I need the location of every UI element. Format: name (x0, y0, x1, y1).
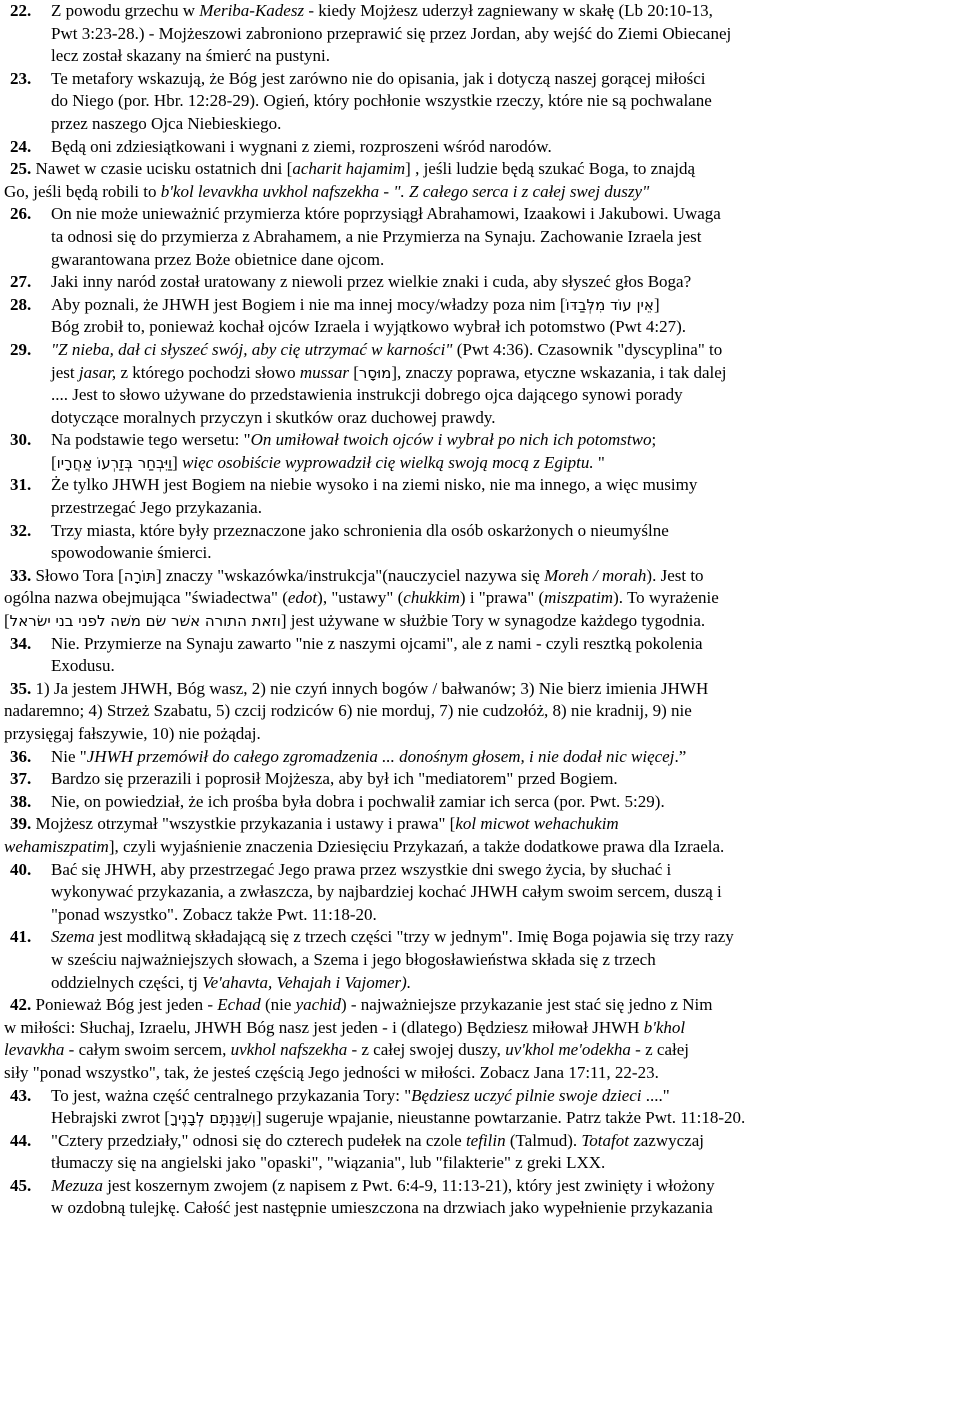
text-segment: gwarantowana przez Boże obietnice dane ojcom. (51, 249, 385, 269)
text-line (51, 249, 952, 272)
text-line (51, 362, 952, 385)
text-segment: Exodusu. (51, 656, 115, 676)
text-line (51, 23, 952, 46)
text-segment: Bóg zrobił to, ponieważ kochał ojców Izraela i wyjątkowo wybrał ich potomstwo (Pwt 4:27). (51, 317, 686, 337)
italic-text: tefilin (465, 1130, 506, 1150)
text-segment: Nie " (51, 746, 87, 766)
italic-text: jasar, (78, 362, 117, 382)
hebrew-text: תּוֹרָה (123, 566, 156, 585)
text-line (51, 1130, 952, 1153)
text-segment: Nie, on powiedział, że ich prośba była dobra i pochwalił zamiar ich serca (por. Pwt. 5:29). (51, 791, 665, 811)
italic-text: chukkim (403, 588, 460, 608)
text-line (36, 814, 619, 833)
text-segment: ] , jeśli ludzie będą szukać Boga, to znajdą (405, 159, 696, 179)
text-segment: Bardzo się przerazili i poprosił Mojżesza, aby był ich "mediatorem" przed Bogiem. (51, 769, 618, 789)
footnote-28 (4, 294, 952, 339)
footnote-40 (4, 859, 952, 927)
italic-text: więc osobiście wyprowadził cię wielką swoją mocą z Egiptu. (182, 452, 594, 472)
text-segment: On nie może unieważnić przymierza które poprzysiągł Abrahamowi, Izaakowi i Jakubowi. Uwaga (51, 204, 721, 224)
text-line (51, 45, 952, 68)
text-line (36, 159, 696, 178)
footnote-number: 27. (10, 272, 32, 292)
text-segment: ta odnosi się do przymierza z Abrahamem, a nie Przymierza na Synaju. Zachowanie Izraela jest (51, 226, 702, 246)
footnote-number: 25. (10, 159, 32, 179)
hebrew-text: וַיִּבְחַר בְּזַרְעוֹ אַחֲרָיו (56, 453, 173, 472)
text-segment: Pwt 3:23-28.) - Mojżeszowi zabroniono przeprawić się przez Jordan, aby wejść do Ziemi Obiecanej (51, 23, 732, 43)
text-segment: Aby poznali, że JHWH jest Bogiem i nie ma innej mocy/władzy poza nim [ (51, 294, 566, 314)
text-line (51, 90, 952, 113)
text-segment: jest modlitwą składającą się z trzech części "trzy w jednym". Imię Boga pojawia się trzy razy (94, 927, 734, 947)
italic-text: levavkha - (4, 1040, 75, 1060)
text-segment: ...." (641, 1085, 670, 1105)
footnote-number: 42. (10, 995, 32, 1015)
text-segment: .... Jest to słowo używane do przedstawienia instrukcji dobrego ojca dającego synowi porady (51, 385, 683, 405)
text-segment: "ponad wszystko". Zobacz także Pwt. 11:18-20. (51, 904, 377, 924)
text-segment: z którego pochodzi słowo (116, 362, 300, 382)
text-line (51, 68, 952, 91)
hebrew-text: אֵין עוֹד מִלְּבַדּוֹ (565, 295, 654, 314)
text-segment: - z całej swojej duszy, (347, 1040, 506, 1060)
text-line (51, 1197, 952, 1220)
text-segment: ], znaczy poprawa, etyczne wskazania, i tak dalej (391, 362, 727, 382)
italic-text: Z całego serca i z całej swej duszy" (408, 181, 650, 201)
text-segment: ] (653, 294, 660, 314)
footnote-29 (4, 339, 952, 429)
footnote-number: 38. (10, 791, 32, 811)
text-segment: ogólna nazwa obejmująca "świadectwa" ( (4, 588, 288, 608)
footnote-44 (4, 1130, 952, 1175)
footnote-33 (4, 565, 952, 633)
footnote-38 (4, 791, 952, 814)
text-segment: Te metafory wskazują, że Bóg jest zarówno nie do opisania, jak i dotyczą naszej gorącej miłości (51, 68, 706, 88)
text-segment: (Talmud). (505, 1130, 582, 1150)
footnote-number: 36. (10, 746, 32, 766)
text-segment: [ (348, 362, 359, 382)
text-line (51, 746, 952, 769)
text-segment: Że tylko JHWH jest Bogiem na niebie wysoko i na ziemi nisko, nie ma innego, a więc musimy (51, 475, 698, 495)
text-segment: tłumaczy się na angielski jako "opaski", "wiązania", lub "filakterie" z greki LXX. (51, 1153, 606, 1173)
text-segment: "Cztery przedziały," odnosi się do czterech pudełek na czole (51, 1130, 466, 1150)
footnote-45 (4, 1175, 952, 1220)
text-line (51, 926, 952, 949)
text-line (51, 859, 952, 882)
text-line (51, 203, 952, 226)
italic-text: mussar (299, 362, 349, 382)
italic-text: Mezuza (51, 1175, 103, 1195)
footnote-number: 44. (10, 1130, 32, 1150)
text-line (51, 1107, 952, 1130)
italic-text: JHWH przemówił do całego zgromadzenia ... donośnym głosem, i nie dodał nic więcej (86, 746, 675, 766)
text-line (51, 520, 952, 543)
text-segment: Ponieważ Bóg jest jeden - (35, 995, 218, 1015)
text-segment: oddzielnych części, tj (51, 972, 203, 992)
text-line (4, 1062, 952, 1085)
footnote-number: 34. (10, 633, 32, 653)
footnote-number: 31. (10, 475, 32, 495)
text-segment: (Pwt 4:36). Czasownik "dyscyplina" to (452, 339, 723, 359)
footnote-42 (4, 994, 952, 1084)
text-segment: Będą oni zdziesiątkowani i wygnani z ziemi, rozproszeni wśród narodów. (51, 136, 552, 156)
text-segment: [ (51, 452, 57, 472)
text-segment: przestrzegać Jego przykazania. (51, 498, 262, 518)
italic-text: On umiłował twoich ojców i wybrał po nich ich potomstwo (250, 430, 652, 450)
footnote-number: 24. (10, 136, 32, 156)
footnote-26 (4, 203, 952, 271)
text-segment: .” (674, 746, 687, 766)
text-line (4, 1039, 952, 1062)
footnote-number: 37. (10, 769, 32, 789)
text-segment: lecz został skazany na śmierć na pustyni. (51, 46, 330, 66)
footnote-number: 26. (10, 204, 32, 224)
text-segment: Go, jeśli będą robili to (4, 181, 161, 201)
text-segment: w ozdobną tulejkę. Całość jest następnie umieszczona na drzwiach jako wypełnienie przykazania (51, 1198, 713, 1218)
text-segment: Hebrajski zwrot [ (51, 1108, 170, 1128)
text-line (51, 768, 952, 791)
text-segment: Trzy miasta, które były przeznaczone jako schronienia dla osób oskarżonych o nieumyślne (51, 520, 669, 540)
text-segment: ] (172, 452, 183, 472)
text-line (36, 566, 704, 585)
text-line (51, 294, 952, 317)
footnote-24 (4, 136, 952, 159)
footnote-34 (4, 633, 952, 678)
footnote-number: 28. (10, 294, 32, 314)
footnote-number: 35. (10, 678, 32, 698)
italic-text: Totafot (581, 1130, 629, 1150)
text-segment: Na podstawie tego wersetu: " (51, 430, 251, 450)
footnote-number: 40. (10, 859, 32, 879)
footnote-number: 39. (10, 814, 32, 834)
footnote-41 (4, 926, 952, 994)
footnote-number: 43. (10, 1085, 32, 1105)
text-line (51, 474, 952, 497)
footnote-31 (4, 474, 952, 519)
text-segment: ) - najważniejsze przykazanie jest stać się jedno z Nim (340, 995, 713, 1015)
text-segment: [ (4, 611, 10, 631)
text-line (51, 271, 952, 294)
text-segment: ; (651, 430, 657, 450)
text-line (51, 542, 952, 565)
text-line (51, 429, 952, 452)
italic-text: b'khol (643, 1017, 686, 1037)
footnote-number: 33. (10, 565, 32, 585)
text-segment: To jest, ważna część centralnego przykazania Tory: " (51, 1085, 412, 1105)
text-line (51, 655, 952, 678)
text-segment: Mojżesz otrzymał "wszystkie przykazania i ustawy i prawa" [ (35, 814, 456, 834)
text-segment: 1) Ja jestem JHWH, Bóg wasz, 2) nie czyń innych bogów / bałwanów; 3) Nie bierz imienia JHWH (35, 678, 709, 698)
text-line (36, 995, 713, 1014)
italic-text: b'kol levavkha uvkhol nafszekha - ". (160, 181, 405, 201)
text-line (4, 587, 952, 610)
text-line (51, 113, 952, 136)
text-line (4, 610, 952, 633)
footnote-35 (4, 678, 952, 746)
text-segment: ] jest używane w służbie Tory w synagodze każdego tygodnia. (280, 611, 706, 631)
italic-text: Ve'ahavta, Vehajah i Vajomer). (202, 972, 412, 992)
text-segment: Bać się JHWH, aby przestrzegać Jego prawa przez wszystkie dni swego życia, by słuchać i (51, 859, 672, 879)
footnote-number: 23. (10, 68, 32, 88)
text-segment: jest (51, 362, 79, 382)
text-segment: dotyczące moralnych przyczyn i skutków oraz duchowej prawdy. (51, 407, 496, 427)
text-segment: Słowo Tora [ (35, 565, 124, 585)
text-line (51, 633, 952, 656)
text-segment: " (593, 452, 605, 472)
text-segment: ) i "prawa" ( (459, 588, 545, 608)
text-segment: w miłości: Słuchaj, Izraelu, JHWH Bóg nasz jest jeden - i (dlatego) Będziesz miłował JHWH (4, 1017, 644, 1037)
text-segment: do Niego (por. Hbr. 12:28-29). Ogień, który pochłonie wszystkie rzeczy, które nie są pochwalane (51, 91, 712, 111)
footnote-number: 22. (10, 1, 32, 20)
footnote-30 (4, 429, 952, 474)
text-segment: ), "ustawy" ( (317, 588, 404, 608)
text-segment: (nie (260, 995, 296, 1015)
italic-text: Echad (217, 995, 261, 1015)
text-segment: w sześciu najważniejszych słowach, a Szema i jego błogosławieństwa składa się z trzech (51, 949, 656, 969)
footnote-number: 32. (10, 520, 32, 540)
italic-text: acharit hajamim (292, 159, 406, 179)
italic-text: edot (287, 588, 318, 608)
footnote-23 (4, 68, 952, 136)
text-line (51, 1152, 952, 1175)
hebrew-text: וזאת התורה אשׁר שׂם משׁה לפני בני ישׂראל (9, 612, 281, 631)
text-segment: Nawet w czasie ucisku ostatnich dni [ (35, 159, 293, 179)
text-line (51, 949, 952, 972)
text-segment: całym swoim sercem, (74, 1040, 231, 1060)
footnote-25 (4, 158, 952, 203)
text-line (51, 226, 952, 249)
hebrew-text: וְשִׁנַּנְתָּם לְבָנֶיךָ (169, 1109, 256, 1128)
text-line (51, 316, 952, 339)
footnote-39 (4, 813, 952, 858)
text-segment: ). To wyrażenie (613, 588, 719, 608)
text-line (51, 1175, 952, 1198)
text-segment: Jaki inny naród został uratowany z niewoli przez wielkie znaki i cuda, aby słyszeć głos Boga? (51, 272, 692, 292)
italic-text: uv'khol me'odekha - (505, 1040, 641, 1060)
italic-text: Szema (51, 927, 95, 947)
text-line (51, 384, 952, 407)
text-segment: ). Jest to (646, 565, 704, 585)
text-segment: jest koszernym zwojem (z napisem z Pwt. 6:4-9, 11:13-21), który jest zwinięty i włożony (102, 1175, 715, 1195)
italic-text: miszpatim (544, 588, 614, 608)
text-segment: siły "ponad wszystko", tak, że jesteś częścią Jego jedności w miłości. Zobacz Jana 17:11, 22-23. (4, 1062, 659, 1082)
text-line (51, 904, 952, 927)
italic-text: wehamiszpatim (4, 836, 109, 856)
text-segment: przysięgaj fałszywie, 10) nie pożądaj. (4, 724, 261, 743)
italic-text: kol micwot wehachukim (455, 814, 619, 834)
footnote-number: 41. (10, 927, 32, 947)
text-line (51, 407, 952, 430)
footnote-36 (4, 746, 952, 769)
text-line (51, 452, 952, 475)
text-line (51, 0, 952, 23)
text-segment: Nie. Przymierze na Synaju zawarto "nie z naszymi ojcami", ale z nami - czyli resztką pokolenia (51, 633, 703, 653)
footnote-32 (4, 520, 952, 565)
text-segment: nadaremno; 4) Strzeż Szabatu, 5) czcij rodziców 6) nie morduj, 7) nie cudzołóż, 8) nie kradnij, 9) nie (4, 701, 692, 721)
text-segment: Z powodu grzechu w (51, 1, 200, 20)
text-line (4, 723, 952, 746)
italic-text: Będziesz uczyć pilnie swoje dzieci (411, 1085, 642, 1105)
text-line (51, 136, 952, 159)
text-segment: ] znaczy "wskazówka/instrukcja"(nauczyciel nazywa się (155, 565, 545, 585)
footnote-number: 29. (10, 339, 32, 359)
text-line (51, 972, 952, 995)
text-line (51, 1085, 952, 1108)
italic-text: Meriba-Kadesz (199, 1, 305, 20)
text-segment: spowodowanie śmierci. (51, 543, 212, 563)
footnote-37 (4, 768, 952, 791)
text-line (4, 700, 952, 723)
text-line (51, 791, 952, 814)
italic-text: yachid (295, 995, 341, 1015)
italic-text: "Z nieba, dał ci słyszeć swój, aby cię utrzymać w karności" (51, 339, 453, 359)
text-segment: wykonywać przykazania, a zwłaszcza, by najbardziej kochać JHWH całym swoim sercem, duszą i (51, 882, 722, 902)
footnote-number: 45. (10, 1175, 32, 1195)
footnote-27 (4, 271, 952, 294)
footnote-number: 30. (10, 430, 32, 450)
text-line (4, 836, 952, 859)
text-line (4, 1017, 952, 1040)
text-line (51, 881, 952, 904)
text-segment: ] sugeruje wpajanie, nieustanne powtarzanie. Patrz także Pwt. 11:18-20. (255, 1108, 746, 1128)
text-segment: zazwyczaj (628, 1130, 704, 1150)
text-line (4, 181, 952, 204)
text-line (36, 679, 709, 698)
text-segment: ], czyli wyjaśnienie znaczenia Dziesięciu Przykazań, a także dodatkowe prawa dla Izraela. (108, 836, 725, 856)
italic-text: Moreh / morah (544, 565, 647, 585)
footnote-43 (4, 1085, 952, 1130)
text-segment: - kiedy Mojżesz uderzył zagniewany w skałę (Lb 20:10-13, (304, 1, 713, 20)
text-line (51, 497, 952, 520)
text-segment: z całej (640, 1040, 689, 1060)
footnote-22 (4, 0, 952, 68)
text-segment: przez naszego Ojca Niebieskiego. (51, 113, 282, 133)
hebrew-text: מוּסָר (358, 363, 392, 382)
italic-text: uvkhol nafszekha (230, 1040, 348, 1060)
text-line (51, 339, 952, 362)
